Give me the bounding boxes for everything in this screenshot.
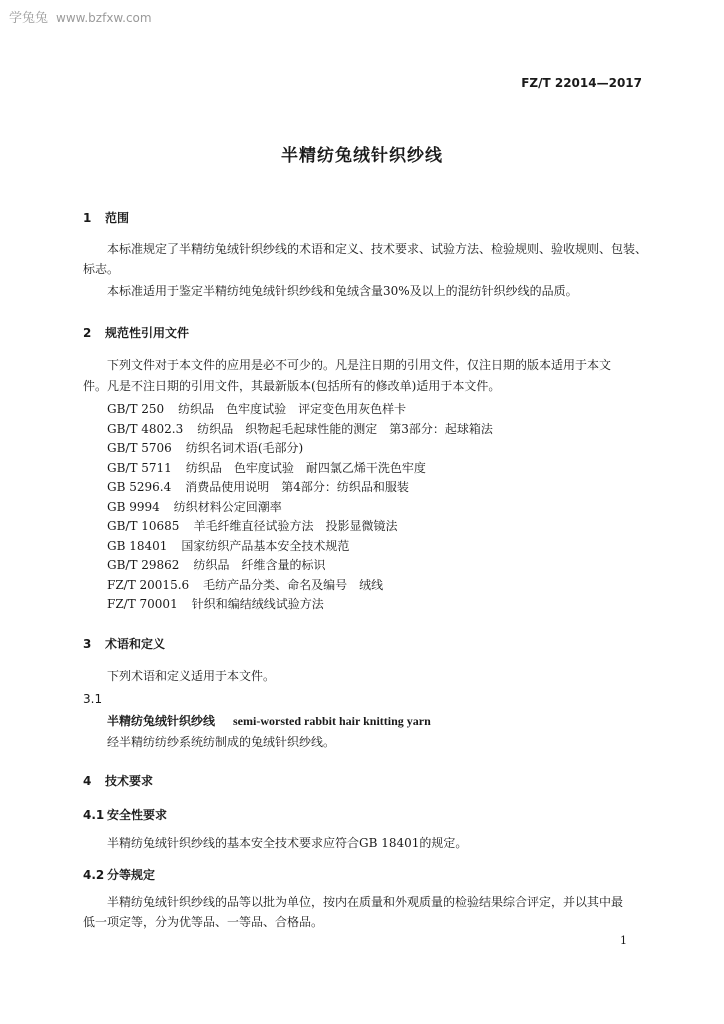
- section-4-heading: [83, 772, 153, 789]
- section-title: 术语和定义: [105, 637, 166, 651]
- section-number: 2: [83, 326, 92, 340]
- page-number: 1: [620, 934, 627, 947]
- section-2-heading: [83, 324, 189, 341]
- scope-paragraph-1-line-2: 标志。: [83, 262, 120, 276]
- reference-item: [107, 439, 493, 459]
- section-title: 范围: [105, 211, 130, 225]
- reference-code: GB/T 29862: [107, 558, 180, 572]
- reference-title: 纺织品 织物起毛起球性能的测定 第3部分：起球箱法: [197, 421, 493, 436]
- reference-code: GB/T 4802.3: [107, 421, 184, 436]
- subsection-4-1-heading: [83, 806, 167, 823]
- reference-item: [107, 556, 493, 576]
- reference-item: [107, 517, 493, 537]
- reference-code: GB 18401: [107, 538, 168, 553]
- subsection-4-2-heading: [83, 866, 155, 883]
- reference-title: 羊毛纤维直径试验方法 投影显微镜法: [193, 519, 398, 533]
- term-english: semi-worsted rabbit hair knitting yarn: [233, 714, 431, 728]
- document-title: 半精纺兔绒针织纱线: [281, 146, 443, 166]
- reference-item: [107, 576, 493, 596]
- term-chinese: 半精纺兔绒针织纱线: [107, 714, 216, 728]
- subsection-number: 4.1: [83, 808, 105, 822]
- reference-title: 纺织品 色牢度试验 评定变色用灰色样卡: [178, 402, 407, 416]
- watermark-site: www.bzfxw.com: [56, 11, 152, 25]
- scope-paragraph-1-line-1: 本标准规定了半精纺兔绒针织纱线的术语和定义、技术要求、试验方法、检验规则、验收规则、包装、: [107, 242, 648, 256]
- reference-title: 纺织材料公定回潮率: [173, 499, 282, 514]
- reference-title: 纺织品 色牢度试验 耐四氯乙烯干洗色牢度: [185, 460, 426, 475]
- safety-requirement-text: 半精纺兔绒针织纱线的基本安全技术要求应符合GB 18401的规定。: [107, 836, 468, 850]
- terms-intro: 下列术语和定义适用于本文件。: [107, 669, 276, 683]
- standard-number: FZ/T 22014—2017: [521, 76, 642, 90]
- section-1-heading: [83, 209, 129, 226]
- reference-title: 纺织品 纤维含量的标识: [193, 558, 326, 572]
- section-number: 1: [83, 211, 92, 225]
- reference-item: [107, 400, 493, 420]
- subsection-number: 4.2: [83, 868, 105, 882]
- reference-title: 消费品使用说明 第4部分：纺织品和服装: [185, 480, 409, 494]
- reference-title: 纺织名词术语(毛部分): [185, 441, 304, 455]
- term-entry: [107, 712, 431, 729]
- reference-code: GB 9994: [107, 499, 160, 514]
- references-intro-line-1: 下列文件对于本文件的应用是必不可少的。凡是注日期的引用文件，仅注日期的版本适用于本文: [107, 358, 612, 372]
- reference-item: [107, 478, 493, 498]
- reference-item: [107, 420, 493, 440]
- subsection-title: 安全性要求: [107, 808, 168, 822]
- section-title: 规范性引用文件: [105, 326, 190, 340]
- references-intro-line-2: 件。凡是不注日期的引用文件，其最新版本(包括所有的修改单)适用于本文件。: [83, 379, 501, 393]
- section-number: 3: [83, 637, 92, 651]
- reference-code: GB/T 10685: [107, 519, 180, 533]
- section-title: 技术要求: [105, 774, 154, 788]
- reference-title: 毛纺产品分类、命名及编号 绒线: [203, 577, 384, 592]
- reference-title: 国家纺织产品基本安全技术规范: [181, 538, 350, 553]
- reference-item: [107, 595, 493, 615]
- reference-item: [107, 537, 493, 557]
- section-number: 4: [83, 774, 92, 788]
- term-number: 3.1: [83, 692, 103, 706]
- normative-reference-list: [107, 400, 493, 615]
- subsection-title: 分等规定: [107, 868, 156, 882]
- reference-item: [107, 459, 493, 479]
- reference-code: FZ/T 20015.6: [107, 577, 190, 592]
- section-3-heading: [83, 635, 165, 652]
- watermark-brand: 学兔兔: [9, 11, 49, 26]
- reference-title: 针织和编结绒线试验方法: [191, 597, 324, 611]
- term-definition: 经半精纺纺纱系统纺制成的兔绒针织纱线。: [107, 735, 336, 749]
- reference-code: GB 5296.4: [107, 480, 172, 494]
- reference-code: FZ/T 70001: [107, 597, 178, 611]
- grading-text-line-1: 半精纺兔绒针织纱线的品等以批为单位，按内在质量和外观质量的检验结果综合评定，并以其中最: [107, 895, 624, 909]
- reference-code: GB/T 5711: [107, 460, 172, 475]
- grading-text-line-2: 低一项定等，分为优等品、一等品、合格品。: [83, 915, 324, 929]
- reference-code: GB/T 250: [107, 402, 165, 416]
- reference-code: GB/T 5706: [107, 441, 172, 455]
- scope-paragraph-2: 本标准适用于鉴定半精纺纯兔绒针织纱线和兔绒含量30%及以上的混纺针织纱线的品质。: [107, 284, 578, 298]
- reference-item: [107, 498, 493, 518]
- watermark: [9, 7, 152, 26]
